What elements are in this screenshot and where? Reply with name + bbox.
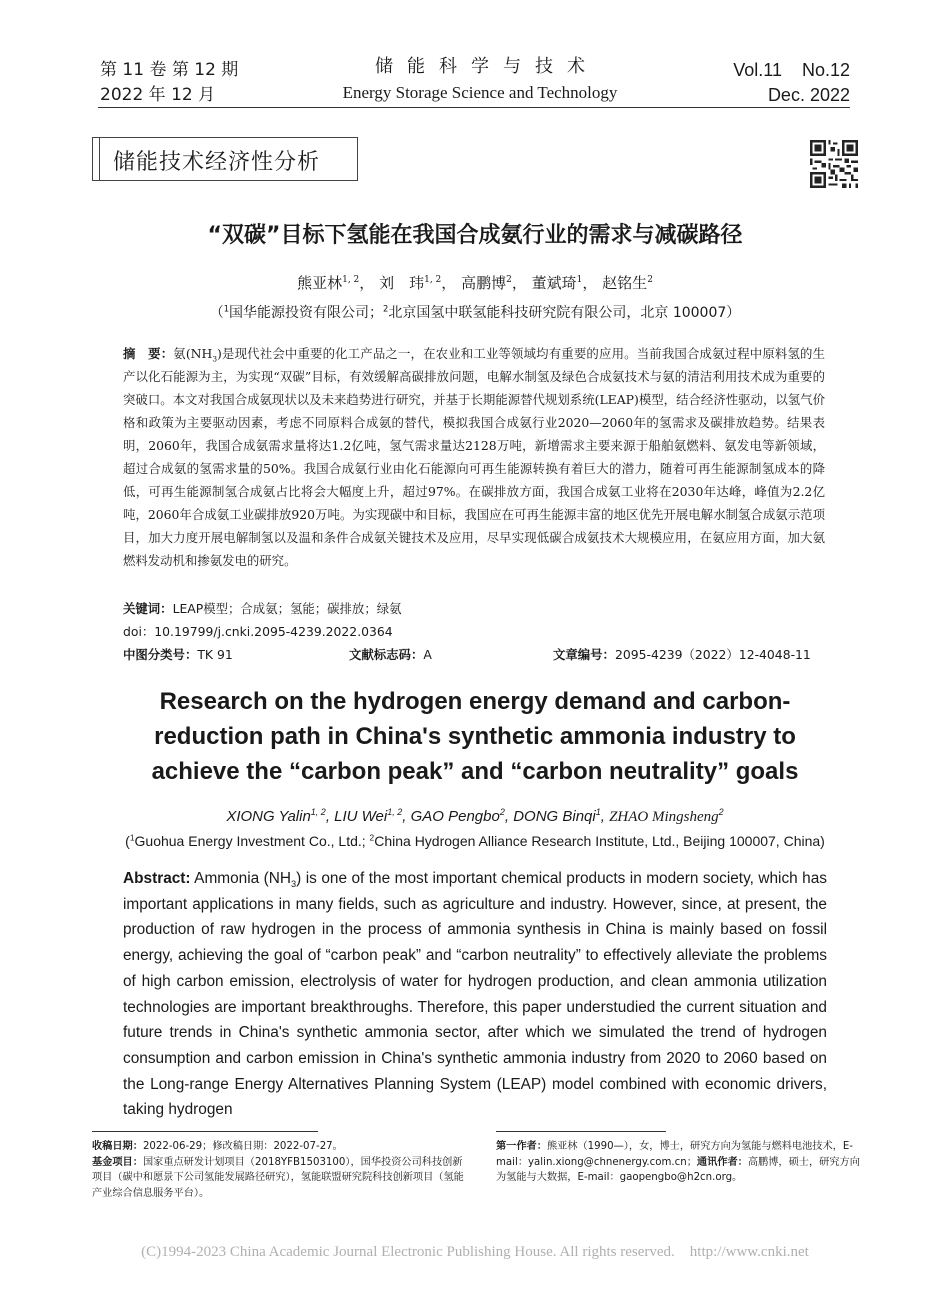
author-name: 高鹏博 xyxy=(461,274,507,292)
author-affiliation-mark: 1 xyxy=(595,807,601,817)
document-code xyxy=(349,643,432,666)
fund-text: 国家重点研发计划项目（2018YFB1503100），国华投资公司科技创新项目（碳中和愿景下公司氢能发展路径研究），氢能联盟研究院科技创新项目（氢能产业综合信息服务平台）。 xyxy=(92,1156,464,1199)
author-name: 熊亚林 xyxy=(297,274,343,292)
date-en: Dec. 2022 xyxy=(767,85,850,105)
header-rule xyxy=(98,107,850,108)
affiliation-mark: 1 xyxy=(223,303,230,314)
author-separator: ， xyxy=(511,274,527,292)
author-affiliation-mark: 1, 2 xyxy=(342,275,360,285)
author-affiliation-mark: 2 xyxy=(506,275,512,285)
affiliation-org: 国华能源投资有限公司； xyxy=(229,305,384,321)
author-name: DONG Binqi xyxy=(513,808,596,825)
abstract-text: 氨(NH xyxy=(173,346,213,361)
author-separator: , xyxy=(504,808,514,825)
author-separator: , xyxy=(325,808,335,825)
fund-info xyxy=(92,1155,464,1202)
title-line: achieve the “carbon peak” and “carbon neutrality” goals xyxy=(151,758,799,785)
article-number xyxy=(553,643,811,666)
affiliation-open-paren: ( xyxy=(125,833,130,849)
author-name: 赵铭生 xyxy=(602,274,648,292)
author-name: 刘 玮 xyxy=(379,274,425,292)
author-name: XIONG Yalin xyxy=(226,808,311,825)
affiliation-mark: 2 xyxy=(369,832,375,843)
author-separator: ， xyxy=(582,274,598,292)
clc-label: 中图分类号： xyxy=(123,647,198,662)
first-author-label: 第一作者： xyxy=(496,1141,547,1152)
column-tag xyxy=(92,137,358,181)
author-affiliation-mark: 2 xyxy=(718,807,724,817)
keywords-text: LEAP模型；合成氨；氢能；碳排放；绿氨 xyxy=(172,601,402,616)
volume-issue-en: Vol.11 No.12 xyxy=(733,60,850,80)
corresponding-author-label: 通讯作者： xyxy=(696,1156,748,1168)
corresponding-author-text: 高鹏博，硕士，研究方向为氢能与大数据，E-mail：gaopengbo@h2cn.org。 xyxy=(496,1156,860,1183)
author-affiliation-mark: 1 xyxy=(576,275,583,285)
header-center xyxy=(300,54,660,106)
doi xyxy=(123,620,825,643)
subscript: 3 xyxy=(291,879,297,890)
footnote-authors xyxy=(496,1139,862,1186)
author-affiliation-mark: 2 xyxy=(499,807,505,817)
clc-value: TK 91 xyxy=(197,647,233,662)
date-cn: 2022 年 12 月 xyxy=(100,85,216,105)
journal-name-en: Energy Storage Science and Technology xyxy=(342,83,618,102)
first-author-text: 熊亚林（1990—），女，博士，研究方向为氢能与燃料电池技术，E-mail：yalin.xiong@chnenergy.com.cn； xyxy=(496,1141,853,1168)
abstract-text: )是现代社会中重要的化工产品之一，在农业和工业等领域均有重要的应用。当前我国合成氨过程中原料氢的生产以化石能源为主，为实现“双碳”目标，有效缓解高碳排放问题，电解水制氢及绿色合成氨技术与氨的清洁利用技术成为重要的突破口。本文对我国合成氨现状以及未来趋势进行研究，并基于长期能源替代规划系统(LEAP)模型，结合经济性驱动，以氢气价格和政策为主要驱动因素，考虑不同原料合成氨的替代，模拟我国合成氨行业2020—2060年的氢需求及碳排放趋势。结果表明，2060年，我国合成氨需求量将达1.2亿吨，氢气需求量达2128万吨，新增需求主要来源于船舶氨燃料、氨发电等新领域，超过合成氨的氢需求量的50%。我国合成氨行业由化石能源向可再生能源转换有着巨大的潜力，随着可再生能源制氢成本的降低，可再生能源制氢合成氨占比将会大幅度上升，超过97%。在碳排放方面，我国合成氨工业将在2030年达峰，峰值为2.2亿吨，2060年合成氨工业碳排放920万吨。为实现碳中和目标，我国应在可再生能源丰富的地区优先开展电解水制氢合成氨示范项目，加大力度开展电解制氢以及温和条件合成氨关键技术及应用，尽早实现低碳合成氨技术大规模应用，在氨应用方面，加大氨燃料发动机和掺氨发电的研究。 xyxy=(123,346,825,568)
author-list-cn xyxy=(60,272,890,293)
abstract-label-cn: 摘 要： xyxy=(123,346,174,361)
author-separator: , xyxy=(600,808,610,825)
author-name: ZHAO Mingsheng xyxy=(609,809,719,825)
title-line: Research on the hydrogen energy demand and carbon- xyxy=(159,688,791,715)
received-date xyxy=(92,1139,464,1155)
subscript: 3 xyxy=(212,354,218,364)
author-list-en xyxy=(60,808,890,826)
received-text: 2022-06-29；修改稿日期：2022-07-27。 xyxy=(142,1141,343,1152)
author-name: 董斌琦 xyxy=(531,274,577,292)
article-number-label: 文章编号： xyxy=(553,647,615,662)
clc-code xyxy=(123,643,233,666)
author-separator: ， xyxy=(441,274,457,292)
received-label: 收稿日期： xyxy=(92,1141,143,1152)
author-affiliation-mark: 1, 2 xyxy=(310,807,326,817)
abstract-cn xyxy=(123,342,825,572)
abstract-en xyxy=(123,866,827,1123)
abstract-text: Ammonia (NH xyxy=(190,870,292,887)
affiliation-org: 北京国氢中联氢能科技研究院有限公司，北京 100007） xyxy=(388,305,741,321)
doi-value: 10.19799/j.cnki.2095-4239.2022.0364 xyxy=(154,624,393,639)
footnote-rule xyxy=(92,1131,318,1132)
affiliation-en xyxy=(60,833,890,849)
author-separator: ， xyxy=(359,274,375,292)
footnote-rule xyxy=(496,1131,666,1132)
abstract-text: ) is one of the most important chemical products in modern society, which has important applications in many fields, such as agriculture and industry. However, since, at present, the production of raw hydrogen in the process of ammonia synthesis in China is mainly based on fossil energy, achieving the goal of “carbon peak” and “carbon neutrality” to effectively alleviate the problems of high carbon emission, electrolysis of water for hydrogen production, and clean ammonia utilization technologies are important breakthroughs. Therefore, this paper understudied the current situation and future trends in China's synthetic ammonia sector, after which we simulated the trend of hydrogen consumption and carbon emission in China's synthetic ammonia industry from 2020 to 2060 based on the Long-range Energy Alternatives Planning System (LEAP) model combined with economic drivers, taking hydrogen xyxy=(123,870,827,1119)
footnote-funding xyxy=(92,1139,464,1201)
author-name: GAO Pengbo xyxy=(410,808,500,825)
author-separator: , xyxy=(402,808,411,825)
author-affiliation-mark: 1, 2 xyxy=(424,275,442,285)
author-affiliation-mark: 1, 2 xyxy=(387,807,403,817)
document-code-value: A xyxy=(423,647,432,662)
header-right xyxy=(733,58,850,108)
affiliation-open-paren: （ xyxy=(209,305,224,321)
keywords-label: 关键词： xyxy=(123,601,173,616)
article-title-cn: “双碳”目标下氢能在我国合成氨行业的需求与减碳路径 xyxy=(207,223,743,248)
affiliation-mark: 2 xyxy=(383,303,389,314)
article-title-en xyxy=(80,684,870,789)
affiliation-org: Guohua Energy Investment Co., Ltd.; xyxy=(134,833,370,849)
article-number-value: 2095-4239（2022）12-4048-11 xyxy=(614,647,811,662)
copyright-notice: (C)1994-2023 China Academic Journal Electronic Publishing House. All rights reserved. http://www.cnki.net xyxy=(141,1244,809,1260)
fund-label: 基金项目： xyxy=(92,1156,143,1168)
column-tag-label: 储能技术经济性分析 xyxy=(113,150,321,175)
header-left xyxy=(100,58,238,108)
journal-name-cn: 储能科学与技术 xyxy=(375,56,599,77)
qr-code-icon xyxy=(810,140,858,188)
volume-issue-cn: 第 11 卷 第 12 期 xyxy=(100,60,239,80)
author-name: LIU Wei xyxy=(334,808,388,825)
author-affiliation-mark: 2 xyxy=(647,275,653,285)
affiliation-cn xyxy=(60,302,890,322)
keywords-cn xyxy=(123,597,825,620)
affiliation-org: China Hydrogen Alliance Research Institute, Ltd., Beijing 100007, China) xyxy=(374,833,825,849)
affiliation-mark: 1 xyxy=(129,832,135,843)
abstract-label-en: Abstract: xyxy=(123,870,191,887)
document-code-label: 文献标志码： xyxy=(349,647,424,662)
doi-label: doi： xyxy=(123,624,155,639)
title-line: reduction path in China's synthetic ammonia industry to xyxy=(154,723,796,750)
